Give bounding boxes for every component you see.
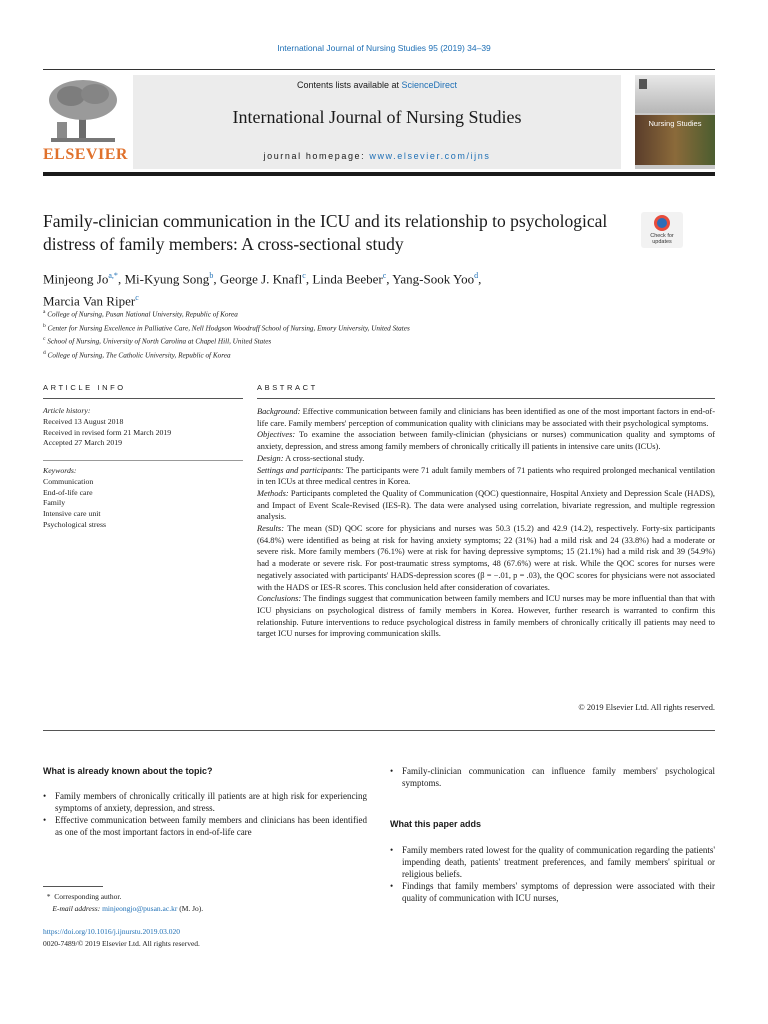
footnote-email-line xyxy=(43,903,367,915)
issn-line: 0020-7489/© 2019 Elsevier Ltd. All rights reserved. xyxy=(43,938,200,948)
publisher-name: ELSEVIER xyxy=(43,146,128,163)
author-affil-link[interactable]: d xyxy=(474,271,479,280)
sciencedirect-link[interactable]: ScienceDirect xyxy=(401,80,458,90)
footnote-corresponding: Corresponding author. xyxy=(54,892,122,901)
author-separator: , xyxy=(305,271,313,287)
known-list xyxy=(43,790,367,838)
list-item: • Family members of chronically critically ill patients are at high risk for experiencing symptoms of anxiety, depression, and stress. xyxy=(43,790,367,814)
keyword-item: Family xyxy=(43,498,66,508)
header-rule xyxy=(43,69,715,70)
footnote-star: * xyxy=(46,892,51,901)
author-affil-link[interactable]: a,* xyxy=(108,271,118,280)
abstract-section xyxy=(257,429,715,452)
cover-title: Nursing Studies xyxy=(648,119,702,128)
affiliation-text: School of Nursing, University of North Carolina at Chapel Hill, United States xyxy=(47,337,272,346)
abstract-section-label: Methods: xyxy=(257,488,289,498)
affiliations xyxy=(43,307,715,362)
corresponding-footnote xyxy=(43,891,367,914)
abstract-rule xyxy=(257,398,715,399)
affiliation-item xyxy=(43,307,715,321)
author-separator: , xyxy=(478,271,482,287)
abstract-section-text: The mean (SD) QOC score for physicians and nurses was 50.3 (15.2) and 42.9 (14.2), respectively. Forty-six participants (64.8%) were identified as being at risk for having anxiety symptoms; 22 (31%) had a mild risk and 24 (33.8%) had a moderate or severe risk. More family members (76.1%) were at risk for having depressive symptoms; 15 (21.1%) had a mild risk and 39 (54.9%) had a moderate or severe risk. For post-traumatic stress symptoms, 48 (67.6%) were at risk. While the QOC scores for nurses were negatively associated with participants' HADS-depression scores (β = −.01, p = .03), the QOC scores for physicians were not associated with the HADS or IES-R scores. This conclusion held after consideration of covariates. xyxy=(257,524,715,592)
article-info-heading: ARTICLE INFO xyxy=(43,383,126,392)
keywords-label: Keywords: xyxy=(43,466,77,475)
abstract-section xyxy=(257,465,715,488)
doi-link[interactable]: https://doi.org/10.1016/j.ijnurstu.2019.03.020 xyxy=(43,927,180,936)
keyword-item: Communication xyxy=(43,476,94,486)
abstract-section-text: The findings suggest that communication between family members and ICU nurses may be more influential than that with ICU physicians on psychological distress of family members in Korea. However, further research is warranted to confirm this relationship. Future interventions to reduce psychological distress in family members of chronically critically ill patients may need to target ICU nurses for improving communication skills. xyxy=(257,594,715,639)
update-badge-icon xyxy=(654,215,670,231)
cover-top xyxy=(635,75,715,113)
author-separator: , xyxy=(213,271,220,287)
abstract-section-label: Background: xyxy=(257,407,301,416)
keyword-item: Psychological stress xyxy=(43,519,107,529)
abstract-heading: ABSTRACT xyxy=(257,383,318,392)
elsevier-logo xyxy=(43,78,128,164)
history-item: Accepted 27 March 2019 xyxy=(43,438,123,448)
article-history xyxy=(43,406,243,449)
journal-title: International Journal of Nursing Studies xyxy=(232,107,522,127)
list-item: • Family-clinician communication can influence family members' psychological symptoms. xyxy=(390,765,715,789)
abstract-section xyxy=(257,523,715,593)
abstract-section xyxy=(257,406,715,429)
cover-emblem-icon xyxy=(639,79,647,89)
history-item: Received in revised form 21 March 2019 xyxy=(43,427,172,437)
tree-icon xyxy=(43,78,123,148)
abstract-section xyxy=(257,593,715,640)
author-list xyxy=(43,266,643,311)
affiliation-text: College of Nursing, The Catholic University, Republic of Korea xyxy=(47,351,231,360)
check-updates-label: Check for updates xyxy=(650,233,674,245)
adds-heading: What this paper adds xyxy=(390,819,482,829)
affiliation-marker: a xyxy=(43,309,46,315)
abstract-section xyxy=(257,488,715,523)
author-name: Marcia Van Riper xyxy=(43,293,136,309)
author-affil-link[interactable]: c xyxy=(382,271,387,280)
author-affil-link[interactable]: b xyxy=(209,271,214,280)
adds-list xyxy=(390,844,715,904)
author-separator: , xyxy=(117,271,125,287)
keyword-item: End-of-life care xyxy=(43,487,93,497)
email-link[interactable]: minjeongjo@pusan.ac.kr xyxy=(102,903,178,913)
homepage-prefix: journal homepage: xyxy=(263,151,370,161)
footnote-rule xyxy=(43,886,103,887)
list-item: • Family members rated lowest for the quality of communication regarding the patients' impending death, patients' treatment preferences, and family members' spiritual or religious beliefs. xyxy=(390,844,715,880)
affiliation-text: Center for Nursing Excellence in Palliative Care, Nell Hodgson Woodruff School of Nursing, Emory University, United States xyxy=(47,324,410,333)
journal-cover-thumbnail[interactable] xyxy=(635,75,715,169)
abstract-section xyxy=(257,453,715,465)
history-item: Received 13 August 2018 xyxy=(43,416,124,426)
doi-block xyxy=(43,926,367,949)
author-affil-link[interactable]: c xyxy=(302,271,306,280)
list-item: • Effective communication between family members and clinicians has been identified as one of the most important factors in end-of-life care xyxy=(43,814,367,838)
email-suffix: (M. Jo). xyxy=(179,903,204,913)
abstract-section-text: Effective communication between family and clinicians has been identified as one of the most important factors in end-of-life care. Family members' perception of communication quality with clinicians may be associated with their psychological symptoms. xyxy=(257,407,715,428)
affiliation-marker: d xyxy=(43,350,46,357)
check-for-updates-button[interactable] xyxy=(641,212,683,248)
abstract-section-text: The participants were 71 adult family members of 71 patients who required prolonged mechanical ventilation in ten ICUs at three medical centres in Korea. xyxy=(257,465,715,487)
known-heading: What is already known about the topic? xyxy=(43,766,213,776)
abstract-section-text: To examine the association between family-clinician (physicians or nurses) communication quality and symptoms of anxiety, depression, and stress among family members of chronically critically ill patients in intensive care units (ICUs). xyxy=(257,430,715,452)
keywords xyxy=(43,466,243,531)
affiliation-marker: b xyxy=(43,322,46,329)
abstract-section-label: Settings and participants: xyxy=(257,465,344,475)
abstract-section-label: Objectives: xyxy=(257,430,296,440)
author-name: Minjeong Jo xyxy=(43,271,109,287)
abstract-bottom-rule xyxy=(43,730,715,731)
info-divider xyxy=(43,460,243,461)
list-item: • Findings that family members' symptoms of depression were associated with their quality of communication with ICU nurses, xyxy=(390,880,715,904)
abstract-copyright: © 2019 Elsevier Ltd. All rights reserved. xyxy=(578,703,715,712)
abstract-body xyxy=(257,406,715,640)
email-label: E-mail address: xyxy=(52,903,101,913)
article-title: Family-clinician communication in the ICU and its relationship to psychological distress of family members: A cross-sectional study xyxy=(43,211,608,254)
contents-prefix: Contents lists available at xyxy=(296,80,402,90)
abstract-section-label: Results: xyxy=(257,524,284,534)
footnote-line xyxy=(43,891,367,903)
article-info-rule xyxy=(43,398,243,399)
author-name: Linda Beeber xyxy=(312,271,383,287)
journal-homepage xyxy=(133,151,621,161)
history-label: Article history: xyxy=(43,406,91,415)
affiliation-marker: c xyxy=(43,336,46,343)
author-name: George J. Knafl xyxy=(219,271,303,287)
keyword-item: Intensive care unit xyxy=(43,509,101,519)
known-list-continued xyxy=(390,765,715,789)
abstract-section-text: A cross-sectional study. xyxy=(283,453,365,463)
author-name: Yang-Sook Yoo xyxy=(392,271,475,287)
journal-reference[interactable]: International Journal of Nursing Studies 95 (2019) 34–39 xyxy=(277,43,491,53)
author-affil-link[interactable]: c xyxy=(135,293,139,303)
abstract-section-label: Conclusions: xyxy=(257,594,302,604)
author-separator: , xyxy=(386,271,393,287)
author-name: Mi-Kyung Song xyxy=(124,271,210,287)
abstract-section-text: Participants completed the Quality of Communication (QOC) questionnaire, Hospital Anxiety and Depression Scale (HADS), and Impact of Event Scale-Revised (IES-R). The data were analysed using correlation, bivariate regression, and multiple regression analysis. xyxy=(257,488,715,522)
header-thick-rule xyxy=(43,172,715,176)
affiliation-item xyxy=(43,348,715,362)
affiliation-item xyxy=(43,334,715,348)
homepage-link[interactable]: www.elsevier.com/ijns xyxy=(369,151,491,161)
contents-line xyxy=(133,80,621,90)
abstract-section-label: Design: xyxy=(257,453,284,463)
affiliation-item xyxy=(43,321,715,335)
affiliation-text: College of Nursing, Pusan National University, Republic of Korea xyxy=(47,310,238,319)
